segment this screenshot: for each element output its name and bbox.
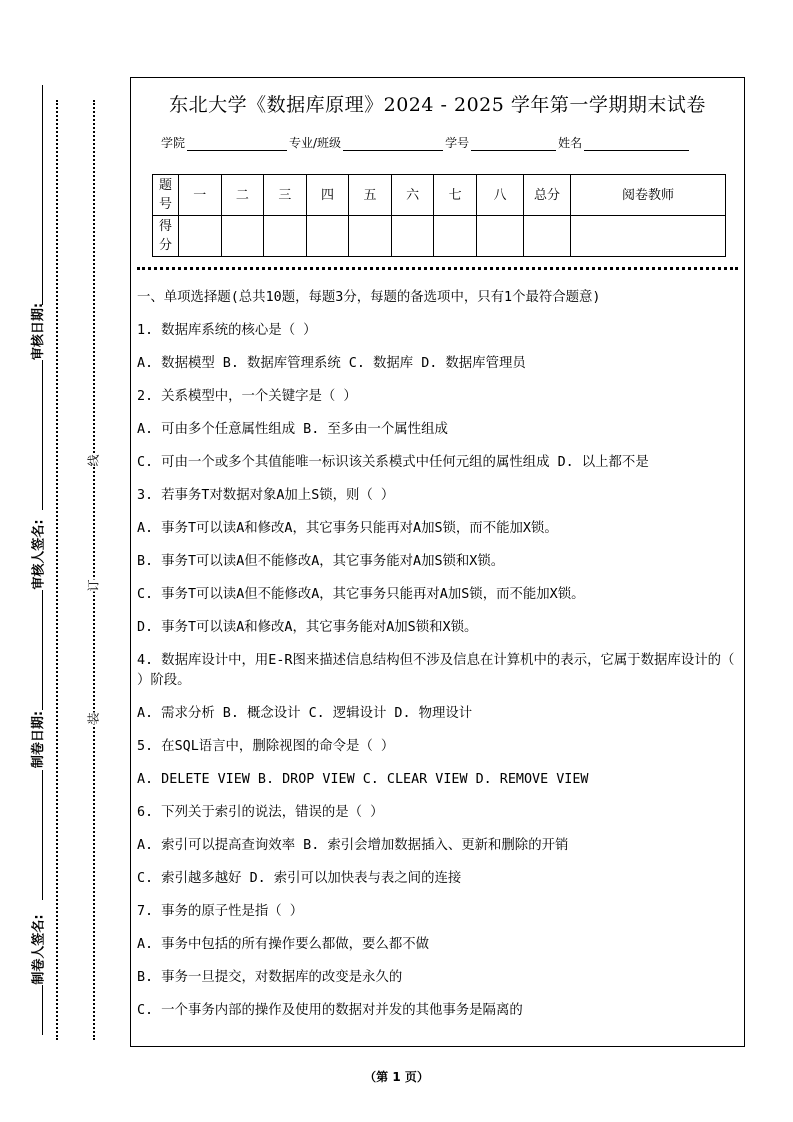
score-cell[interactable] (264, 216, 307, 257)
score-cell[interactable] (434, 216, 477, 257)
field-label-name: 姓名 (558, 136, 583, 150)
signature-line-make-date (42, 590, 43, 710)
col-header: 二 (221, 175, 264, 216)
page-number: （第 1 页） (364, 1070, 429, 1084)
question-line: 1. 数据库系统的核心是（ ） (137, 323, 317, 338)
option-line: B. 事务T可以读A但不能修改A，其它事务能对A加S锁和X锁。 (137, 554, 505, 569)
option-line: A. 可由多个任意属性组成 B. 至多由一个属性组成 (137, 422, 448, 437)
col-header-total: 总分 (524, 175, 571, 216)
question-line: 2. 关系模型中，一个关键字是（ ） (137, 389, 357, 404)
score-cell[interactable] (306, 216, 349, 257)
option-line: A. 需求分析 B. 概念设计 C. 逻辑设计 D. 物理设计 (137, 706, 473, 721)
col-header: 八 (477, 175, 524, 216)
option-line: C. 事务T可以读A但不能修改A，其它事务只能再对A加S锁，而不能加X锁。 (137, 587, 585, 602)
option-line: A. 事务T可以读A和修改A，其它事务只能再对A加S锁，而不能加X锁。 (137, 521, 558, 536)
option-line: D. 事务T可以读A和修改A，其它事务能对A加S锁和X锁。 (137, 620, 478, 635)
binding-dotted-line-outer (56, 100, 58, 1040)
question-line: 4. 数据库设计中，用E-R图来描述信息结构但不涉及信息在计算机中的表示，它属于数据库设计的（ ）阶段。 (137, 653, 735, 688)
signature-line-maker (42, 770, 43, 900)
score-table (152, 174, 726, 257)
col-header: 七 (434, 175, 477, 216)
col-header: 一 (179, 175, 222, 216)
col-header: 三 (264, 175, 307, 216)
option-line: A. 事务中包括的所有操作要么都做，要么都不做 (137, 937, 429, 952)
exam-frame (130, 77, 745, 1047)
student-info-row (161, 134, 691, 151)
option-line: A. DELETE VIEW B. DROP VIEW C. CLEAR VIEW D. REMOVE VIEW (137, 772, 589, 787)
binding-char-line: 线 (83, 454, 104, 466)
col-header: 六 (391, 175, 434, 216)
col-header-grader: 阅卷教师 (571, 175, 726, 216)
option-line: A. 索引可以提高查询效率 B. 索引会增加数据插入、更新和删除的开销 (137, 838, 569, 853)
option-line: B. 事务一旦提交，对数据库的改变是永久的 (137, 970, 403, 985)
margin-label-review-date: 审核日期: (31, 302, 47, 361)
score-table-row-header (153, 175, 726, 216)
question-section (137, 288, 736, 1034)
college-blank[interactable] (187, 136, 287, 151)
score-cell[interactable] (221, 216, 264, 257)
question-line: 3. 若事务T对数据对象A加上S锁，则（ ） (137, 488, 395, 503)
section-heading: 一、单项选择题(总共10题，每题3分，每题的备选项中，只有1个最符合题意) (137, 290, 601, 305)
name-blank[interactable] (584, 136, 689, 151)
score-cell-total[interactable] (524, 216, 571, 257)
section-divider (137, 267, 738, 270)
student-id-blank[interactable] (471, 136, 556, 151)
score-cell[interactable] (179, 216, 222, 257)
question-line: 5. 在SQL语言中，删除视图的命令是（ ） (137, 739, 395, 754)
margin-label-make-date: 制卷日期: (31, 710, 47, 769)
question-line: 6. 下列关于索引的说法，错误的是（ ） (137, 805, 384, 820)
col-header: 五 (349, 175, 392, 216)
row-label-score: 得分 (153, 216, 179, 257)
field-label-college: 学院 (161, 136, 186, 150)
option-line: C. 可由一个或多个其值能唯一标识该关系模式中任何元组的属性组成 D. 以上都不是 (137, 455, 649, 470)
margin-label-reviewer: 审核人签名: (31, 519, 47, 590)
major-blank[interactable] (343, 136, 443, 151)
signature-line-review-date (42, 85, 43, 305)
score-cell[interactable] (349, 216, 392, 257)
score-cell[interactable] (391, 216, 434, 257)
binding-char-bind: 订 (83, 579, 104, 591)
row-label-question: 题号 (153, 175, 179, 216)
option-line: C. 索引越多越好 D. 索引可以加快表与表之间的连接 (137, 871, 462, 886)
option-line: C. 一个事务内部的操作及使用的数据对并发的其他事务是隔离的 (137, 1003, 523, 1018)
score-cell[interactable] (477, 216, 524, 257)
exam-title: 东北大学《数据库原理》2024 - 2025 学年第一学期期末试卷 (169, 94, 706, 116)
signature-line-bottom (42, 985, 43, 1035)
field-label-major: 专业/班级 (289, 136, 342, 150)
binding-char-install: 装 (83, 712, 104, 724)
field-label-id: 学号 (445, 136, 470, 150)
option-line: A. 数据模型 B. 数据库管理系统 C. 数据库 D. 数据库管理员 (137, 356, 526, 371)
margin-label-maker: 制卷人签名: (31, 914, 47, 985)
score-table-row-scores (153, 216, 726, 257)
score-cell-grader[interactable] (571, 216, 726, 257)
signature-line-reviewer (42, 360, 43, 510)
col-header: 四 (306, 175, 349, 216)
binding-dotted-line-inner (93, 100, 95, 1040)
question-line: 7. 事务的原子性是指（ ） (137, 904, 304, 919)
